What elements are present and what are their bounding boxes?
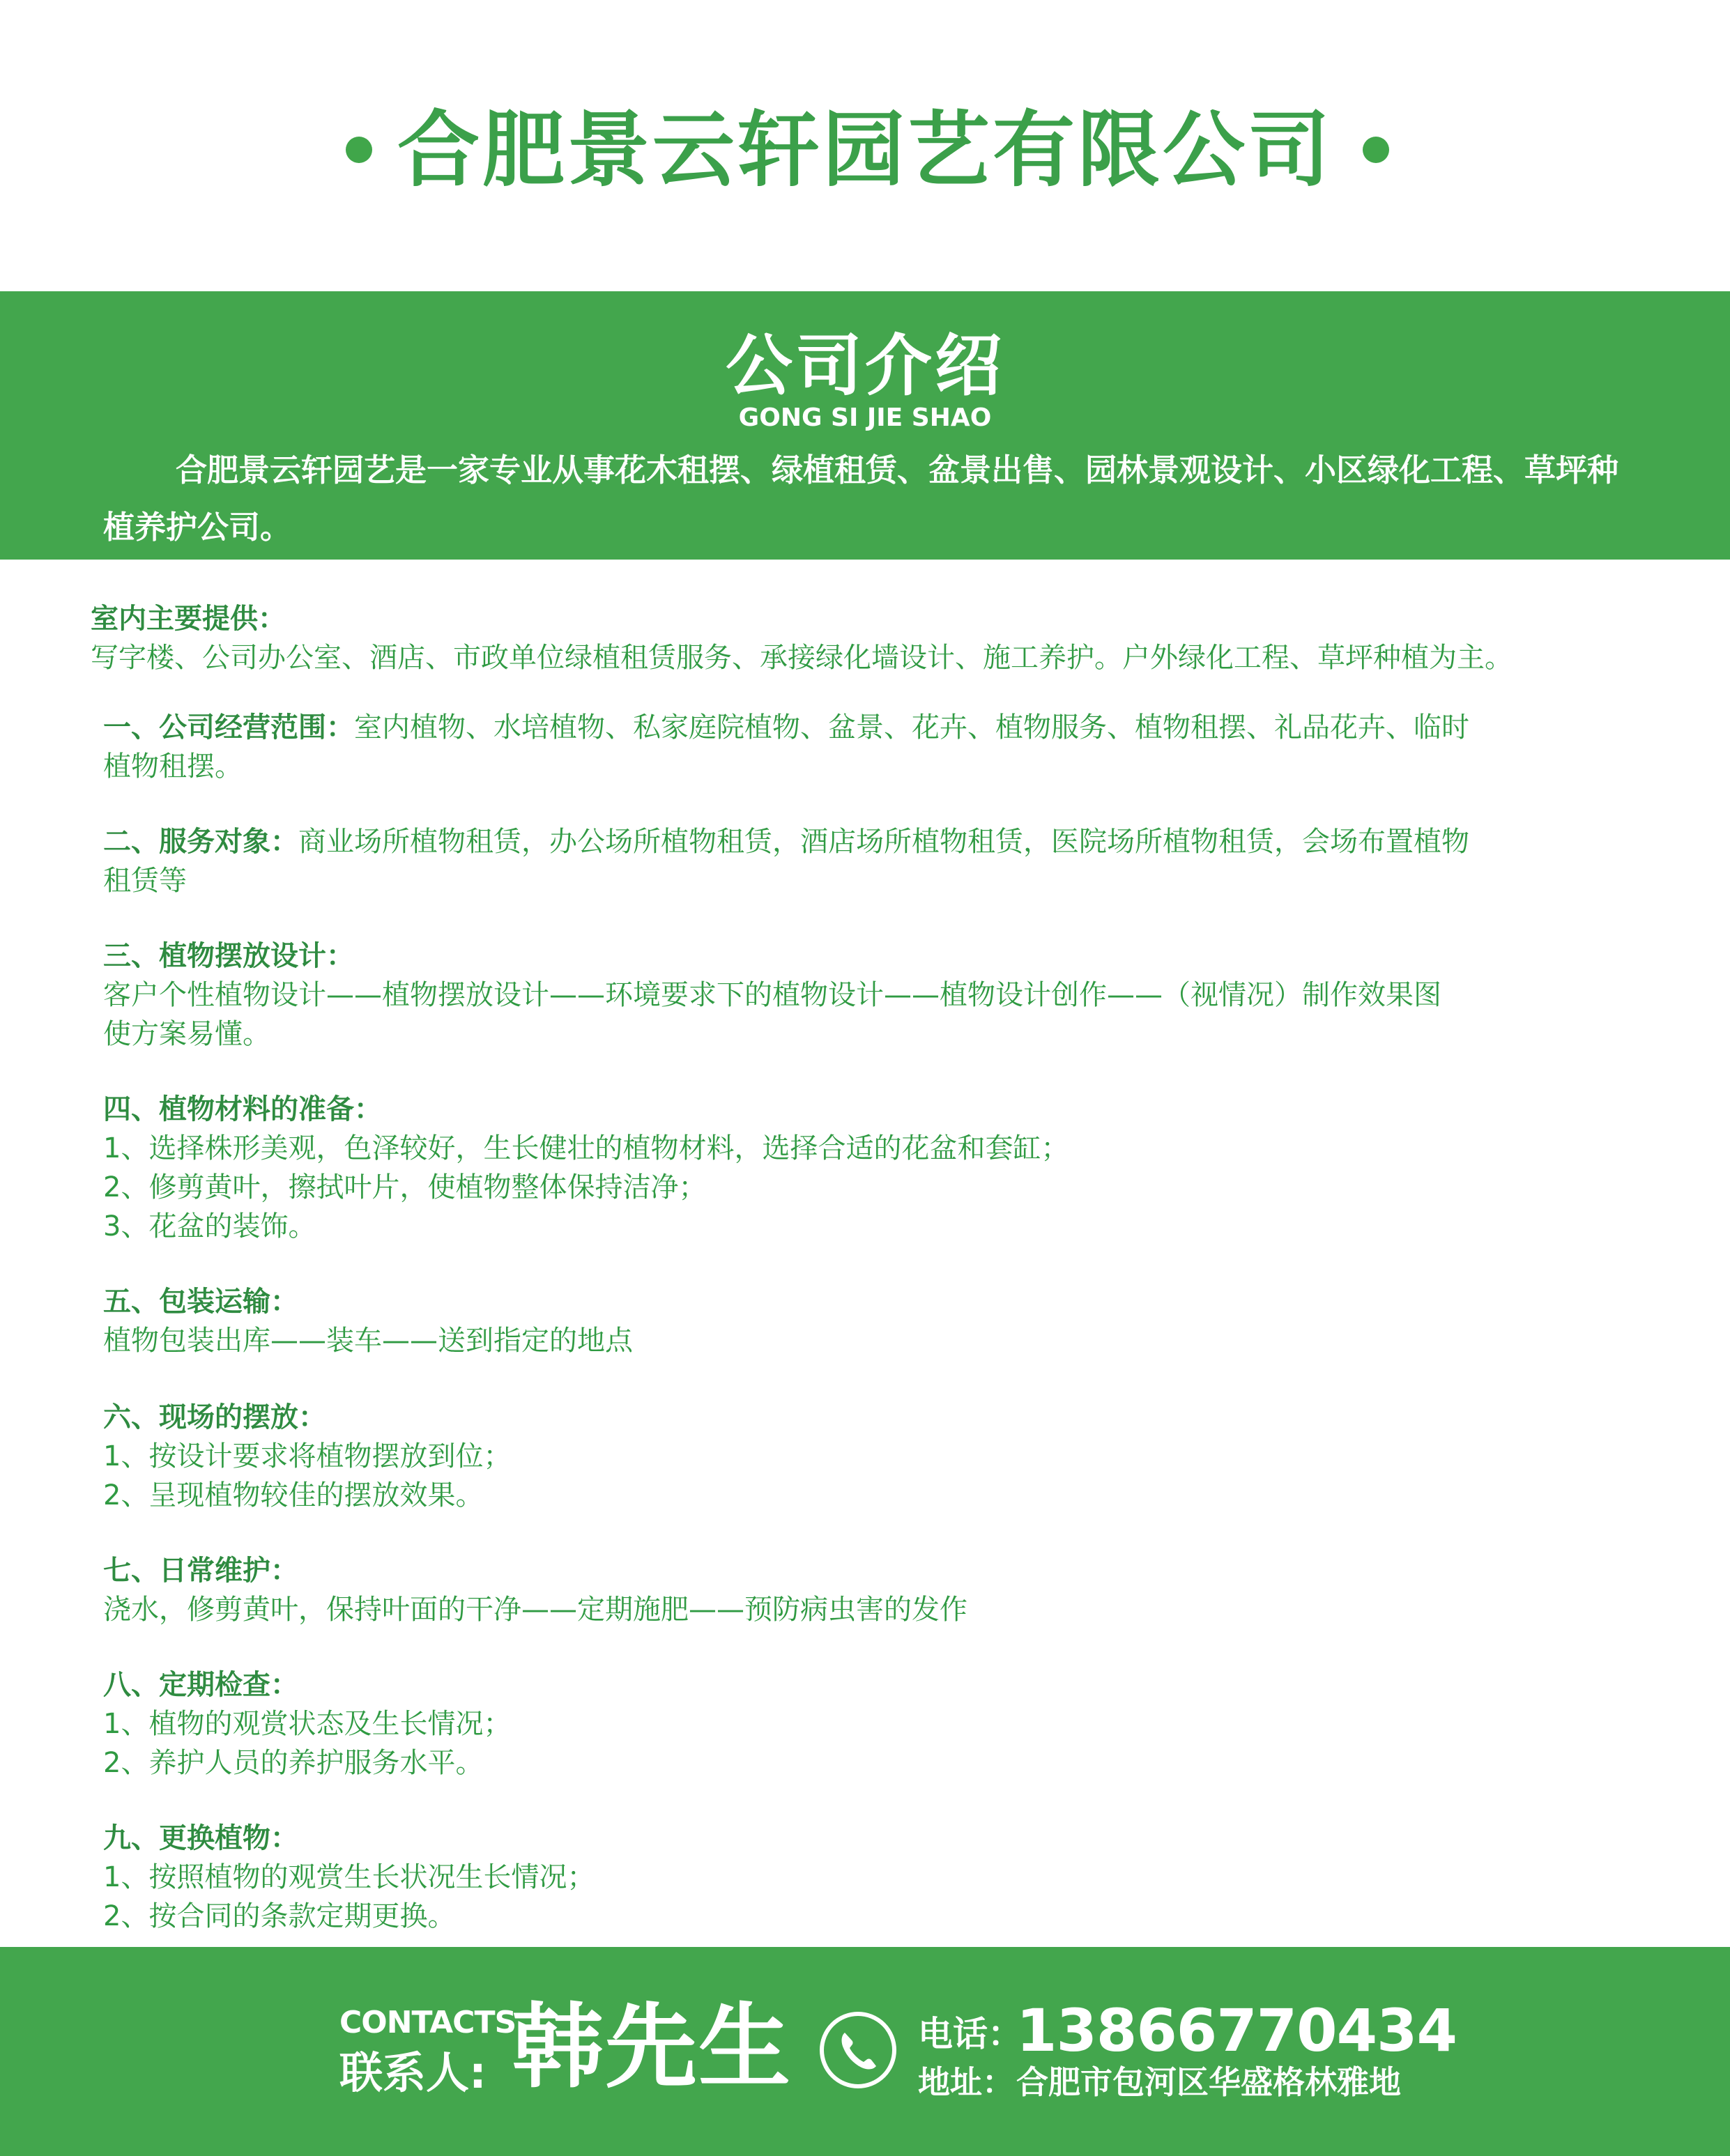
section-text: 1、植物的观赏状态及生长情况； bbox=[103, 1708, 512, 1740]
section-text: 浇水，修剪黄叶，保持叶面的干净——定期施肥——预防病虫害的发作 bbox=[103, 1594, 967, 1626]
section-heading: 五、包装运输： bbox=[103, 1286, 298, 1318]
contact-person-label: 联系人: bbox=[339, 2047, 487, 2098]
section-heading: 九、更换植物： bbox=[103, 1822, 298, 1854]
header bbox=[0, 0, 1730, 291]
section-heading: 室内主要提供： bbox=[91, 603, 286, 635]
section-6 bbox=[103, 1398, 1671, 1515]
section-text: 1、按设计要求将植物摆放到位； bbox=[103, 1440, 512, 1472]
section-8 bbox=[103, 1665, 1671, 1782]
section-2 bbox=[103, 822, 1671, 900]
section-4 bbox=[103, 1090, 1671, 1246]
contacts-label: CONTACTS bbox=[339, 2005, 516, 2040]
section-text: 2、按合同的条款定期更换。 bbox=[103, 1900, 456, 1932]
address-text: 合肥市包河区华盛格林雅地 bbox=[1016, 2063, 1401, 2101]
section-heading: 三、植物摆放设计： bbox=[103, 940, 354, 972]
indoor-section bbox=[91, 599, 1694, 677]
phone-number: 13866770434 bbox=[1016, 1996, 1457, 2065]
section-heading: 六、现场的摆放： bbox=[103, 1401, 326, 1433]
section-text: 3、花盆的装饰。 bbox=[103, 1210, 316, 1242]
section-text: 室内植物、水培植物、私家庭院植物、盆景、花卉、植物服务、植物租摆、礼品花卉、临时 bbox=[354, 711, 1469, 744]
section-text: 租赁等 bbox=[103, 865, 187, 897]
section-text: 写字楼、公司办公室、酒店、市政单位绿植租赁服务、承接绿化墙设计、施工养护。户外绿化工程、草坪种植为主。 bbox=[91, 642, 1513, 674]
section-heading: 二、服务对象： bbox=[103, 826, 298, 858]
section-text: 2、修剪黄叶，擦拭叶片，使植物整体保持洁净； bbox=[103, 1171, 707, 1203]
section-text: 商业场所植物租赁，办公场所植物租赁，酒店场所植物租赁，医院场所植物租赁，会场布置植物 bbox=[298, 826, 1469, 858]
section-7 bbox=[103, 1551, 1671, 1629]
section-text: 2、呈现植物较佳的摆放效果。 bbox=[103, 1479, 484, 1511]
section-text: 1、选择株形美观，色泽较好，生长健壮的植物材料，选择合适的花盆和套缸； bbox=[103, 1132, 1069, 1164]
section-text: 植物租摆。 bbox=[103, 750, 243, 783]
address-label: 地址： bbox=[918, 2063, 1014, 2101]
section-text: 1、按照植物的观赏生长状况生长情况； bbox=[103, 1861, 595, 1893]
section-text: 客户个性植物设计——植物摆放设计——环境要求下的植物设计——植物设计创作——（视情况）制作效果图 bbox=[103, 979, 1441, 1011]
bullet-dot-icon bbox=[1363, 137, 1389, 163]
section-text: 使方案易懂。 bbox=[103, 1018, 270, 1050]
section-5 bbox=[103, 1282, 1671, 1360]
phone-icon bbox=[818, 2010, 898, 2090]
phone-label: 电话： bbox=[918, 2014, 1023, 2054]
contact-name: 韩先生 bbox=[512, 1994, 792, 2101]
section-heading: 七、日常维护： bbox=[103, 1555, 298, 1587]
section-heading: 四、植物材料的准备： bbox=[103, 1093, 382, 1125]
section-3 bbox=[103, 937, 1671, 1054]
intro-title: 公司介绍 bbox=[726, 327, 1004, 405]
section-text: 植物包装出库——装车——送到指定的地点 bbox=[103, 1325, 633, 1357]
section-9 bbox=[103, 1819, 1671, 1936]
company-title: 合肥景云轩园艺有限公司 bbox=[397, 102, 1333, 198]
section-heading: 八、定期检查： bbox=[103, 1669, 298, 1701]
section-text: 2、养护人员的养护服务水平。 bbox=[103, 1747, 484, 1779]
intro-subtitle: GONG SI JIE SHAO bbox=[738, 403, 992, 432]
section-heading: 一、公司经营范围： bbox=[103, 711, 354, 744]
intro-text: 合肥景云轩园艺是一家专业从事花木租摆、绿植租赁、盆景出售、园林景观设计、小区绿化工程、草坪种植养护公司。 bbox=[103, 452, 1619, 546]
section-1 bbox=[103, 708, 1644, 786]
